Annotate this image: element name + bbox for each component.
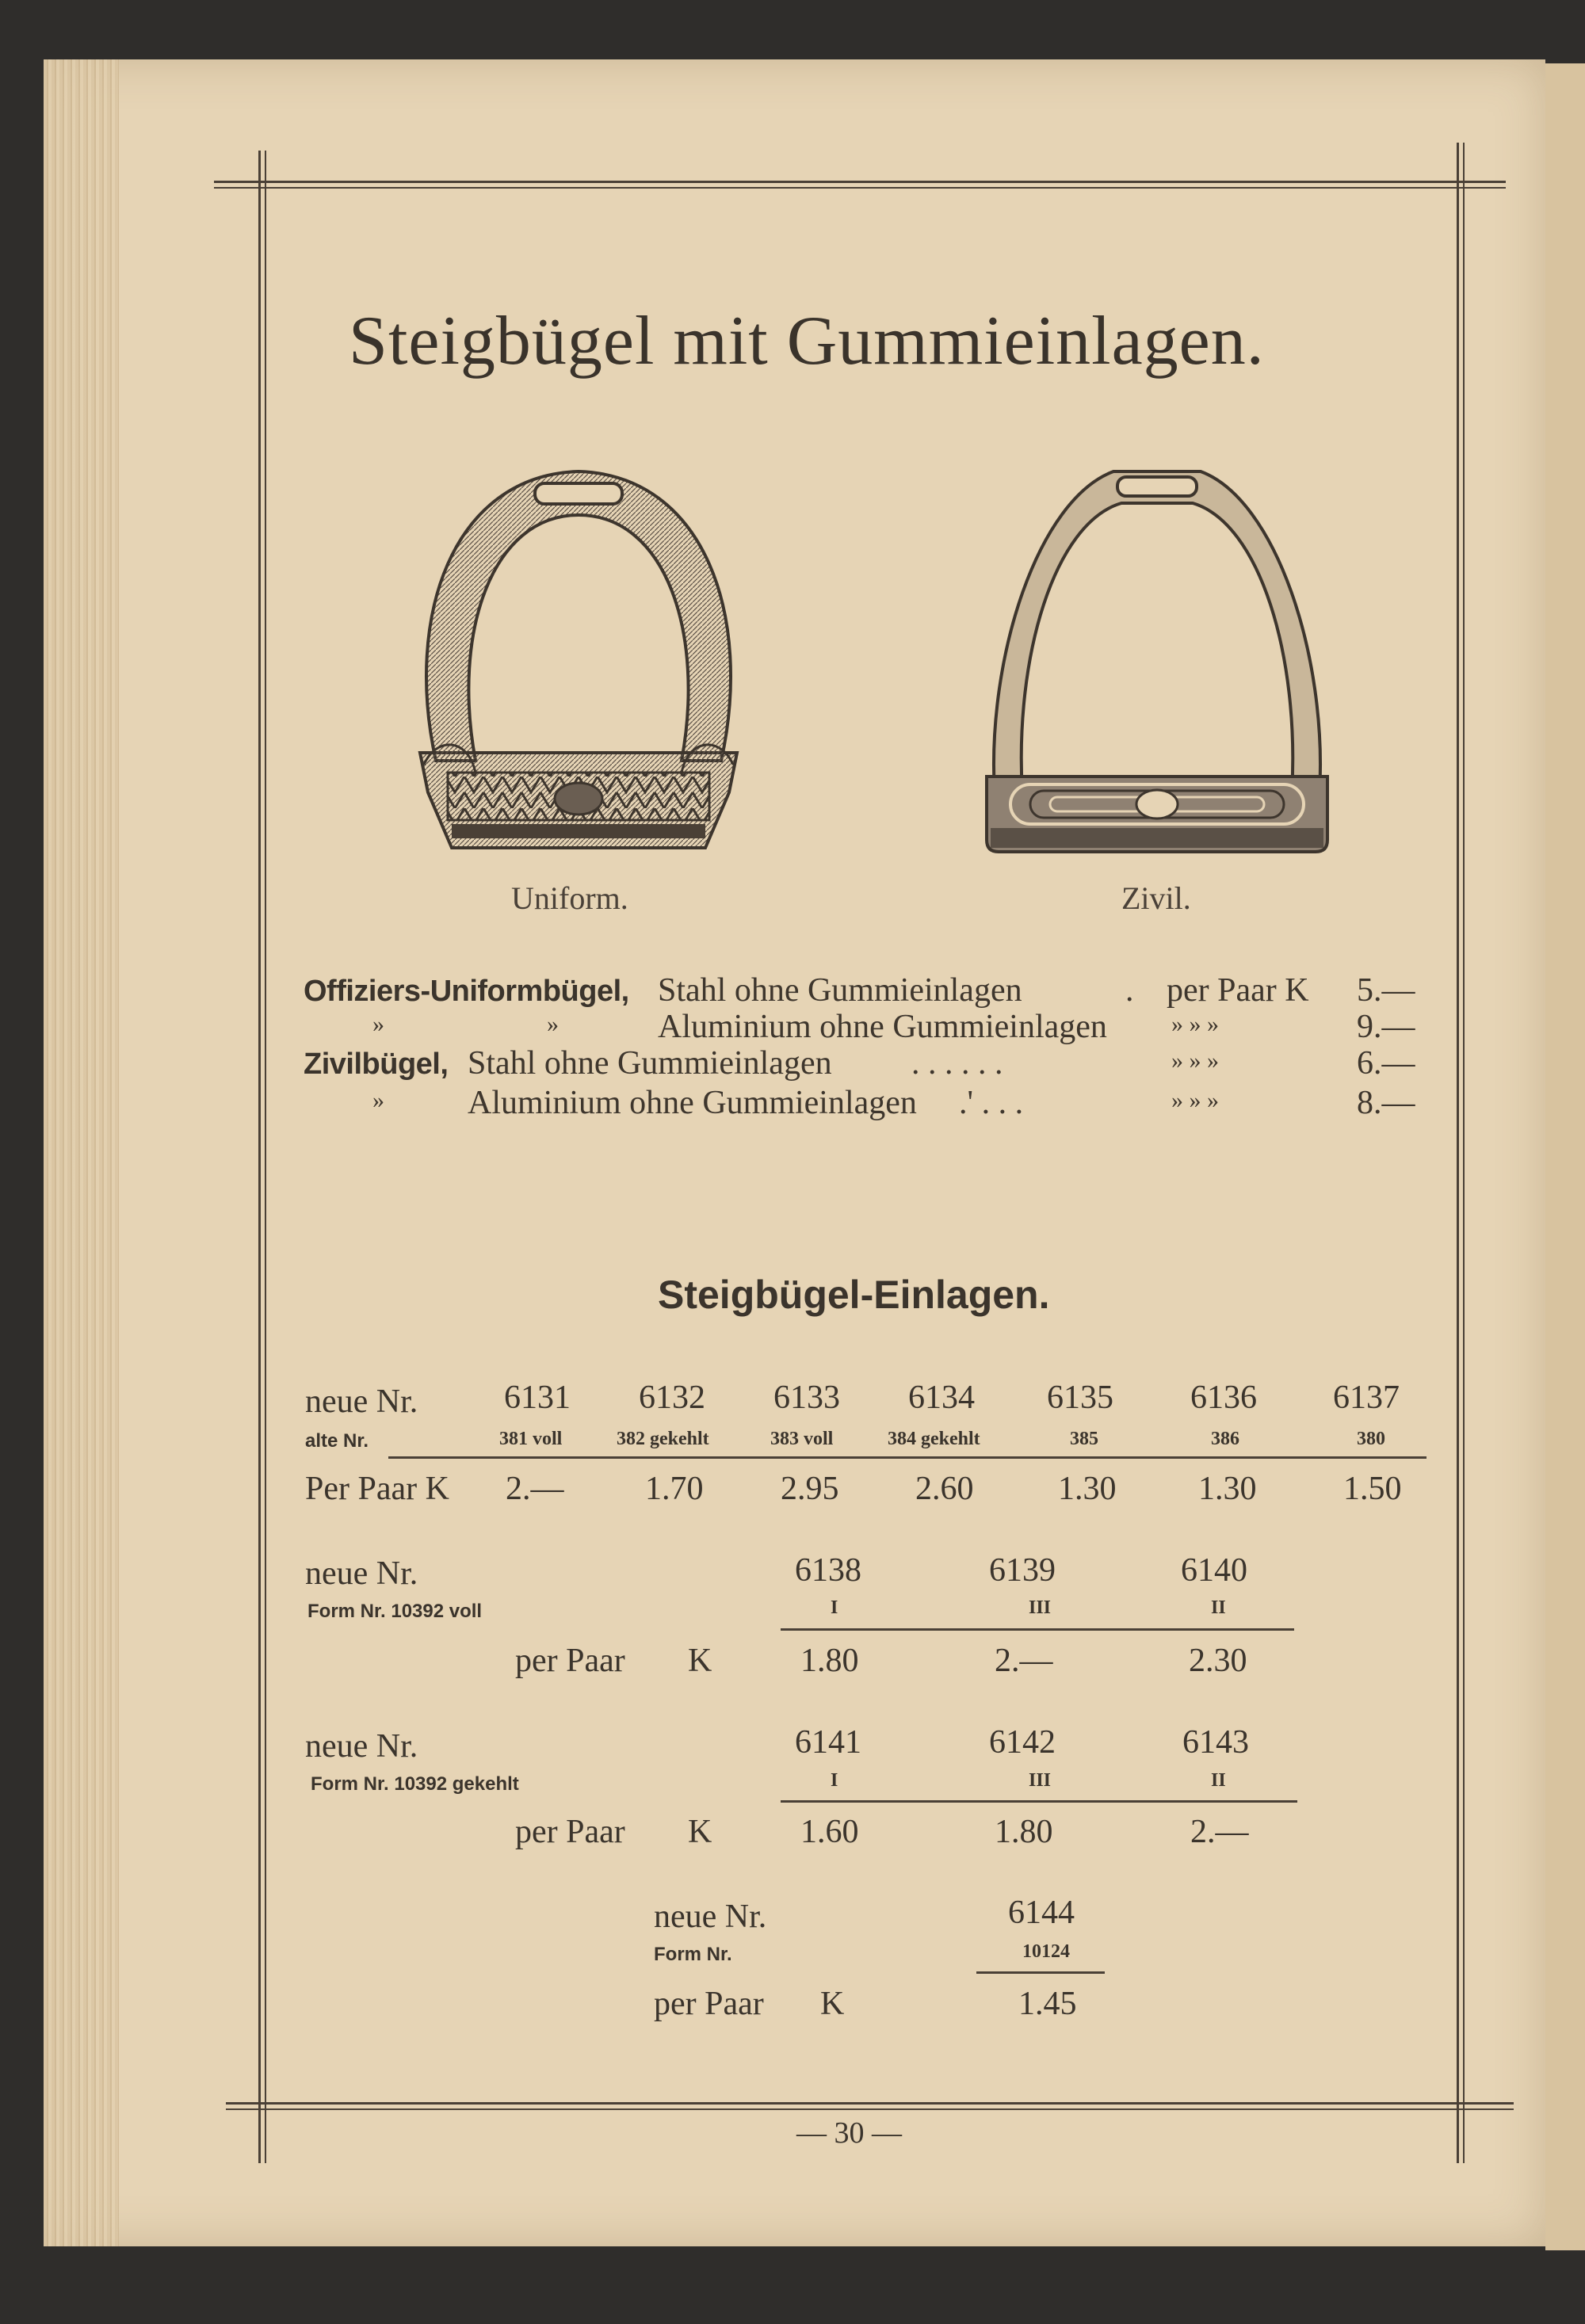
- new-nr-cell: 6139: [989, 1552, 1056, 1589]
- price-row-unit: » » »: [1171, 1087, 1219, 1113]
- old-nr-cell: 384 gekehlt: [888, 1429, 980, 1449]
- uniform-caption: Uniform.: [511, 880, 628, 916]
- price-row-ditto: »: [547, 1011, 559, 1037]
- price-row-ditto: »: [372, 1087, 384, 1113]
- currency-label: K: [688, 1814, 712, 1850]
- price-cell: 2.60: [915, 1471, 974, 1507]
- old-nr-cell: 382 gekehlt: [617, 1429, 709, 1449]
- section-subtitle: Steigbügel-Einlagen.: [658, 1273, 1050, 1317]
- new-nr-cell: 6136: [1190, 1380, 1257, 1416]
- price-cell: 1.80: [800, 1643, 859, 1679]
- form-cell: III: [1029, 1597, 1052, 1618]
- price-cell: 2.—: [1190, 1814, 1249, 1850]
- price-cell: 1.50: [1343, 1471, 1402, 1507]
- new-nr-cell: 6138: [795, 1552, 861, 1589]
- form-cell: I: [831, 1770, 838, 1791]
- new-nr-cell: 6135: [1047, 1380, 1113, 1416]
- price-row-name: Offiziers-Uniformbügel,: [304, 975, 629, 1008]
- price-row-unit: » » »: [1171, 1011, 1219, 1037]
- table-rule: [388, 1456, 1426, 1459]
- price-cell: 2.—: [506, 1471, 564, 1507]
- label-new-nr: neue Nr.: [305, 1555, 418, 1592]
- price-row-leader: .: [1125, 972, 1134, 1009]
- table-rule: [976, 1971, 1105, 1974]
- old-nr-cell: 386: [1211, 1429, 1239, 1449]
- table-rule: [781, 1628, 1294, 1631]
- old-nr-cell: 383 voll: [770, 1429, 834, 1449]
- label-old-nr: alte Nr.: [305, 1430, 369, 1452]
- uniform-stirrup-illustration: [388, 460, 769, 872]
- form-cell: 10124: [1022, 1941, 1070, 1962]
- table-rule: [781, 1800, 1297, 1803]
- page-title: Steigbügel mit Gummieinlagen.: [349, 303, 1265, 380]
- price-row-desc: Aluminium ohne Gummieinlagen: [658, 1009, 1107, 1045]
- new-nr-cell: 6132: [639, 1380, 705, 1416]
- currency-label: K: [688, 1643, 712, 1679]
- price-row-price: 9.—: [1357, 1009, 1415, 1045]
- price-row-unit: » » »: [1171, 1048, 1219, 1074]
- old-nr-cell: 381 voll: [499, 1429, 563, 1449]
- price-cell: 1.30: [1198, 1471, 1257, 1507]
- form-cell: I: [831, 1597, 838, 1618]
- zivil-stirrup-illustration: [975, 452, 1347, 864]
- price-cell: 2.—: [995, 1643, 1053, 1679]
- price-row-price: 5.—: [1357, 972, 1415, 1009]
- price-row-desc: Aluminium ohne Gummieinlagen: [468, 1085, 917, 1121]
- price-row-price: 6.—: [1357, 1045, 1415, 1082]
- price-cell: 1.80: [995, 1814, 1053, 1850]
- old-nr-cell: 380: [1357, 1429, 1385, 1449]
- price-cell: 1.60: [800, 1814, 859, 1850]
- page-edges: [44, 59, 119, 2246]
- price-row-desc: Stahl ohne Gummieinlagen: [658, 972, 1022, 1009]
- price-row-leader: . . . . . .: [911, 1045, 1003, 1082]
- book-page: [44, 59, 1545, 2246]
- new-nr-cell: 6141: [795, 1724, 861, 1761]
- new-nr-cell: 6140: [1181, 1552, 1247, 1589]
- label-per-paar: per Paar: [654, 1986, 764, 2022]
- zivil-caption: Zivil.: [1121, 880, 1191, 916]
- price-cell: 1.70: [645, 1471, 704, 1507]
- new-nr-cell: 6131: [504, 1380, 571, 1416]
- form-cell: II: [1211, 1597, 1226, 1618]
- price-row-leader: .' . . .: [959, 1085, 1024, 1121]
- label-new-nr: neue Nr.: [305, 1728, 418, 1765]
- price-cell: 2.30: [1189, 1643, 1247, 1679]
- price-row-unit: per Paar K: [1167, 972, 1309, 1009]
- new-nr-cell: 6144: [1008, 1895, 1075, 1931]
- currency-label: K: [820, 1986, 845, 2022]
- label-per-paar: per Paar: [515, 1814, 625, 1850]
- label-new-nr: neue Nr.: [305, 1383, 418, 1420]
- price-row-name: Zivilbügel,: [304, 1048, 449, 1081]
- price-cell: 2.95: [781, 1471, 839, 1507]
- new-nr-cell: 6134: [908, 1380, 975, 1416]
- price-row-ditto: »: [372, 1011, 384, 1037]
- label-per-paar: Per Paar K: [305, 1471, 449, 1507]
- label-form-nr: Form Nr. 10392 gekehlt: [311, 1773, 519, 1795]
- next-page-edge: [1545, 63, 1585, 2250]
- label-new-nr: neue Nr.: [654, 1899, 767, 1935]
- form-cell: II: [1211, 1770, 1226, 1791]
- price-cell: 1.30: [1058, 1471, 1117, 1507]
- label-per-paar: per Paar: [515, 1643, 625, 1679]
- label-form-nr: Form Nr. 10392 voll: [307, 1601, 483, 1622]
- new-nr-cell: 6143: [1182, 1724, 1249, 1761]
- old-nr-cell: 385: [1070, 1429, 1098, 1449]
- price-row-price: 8.—: [1357, 1085, 1415, 1121]
- new-nr-cell: 6137: [1333, 1380, 1400, 1416]
- new-nr-cell: 6133: [773, 1380, 840, 1416]
- price-cell: 1.45: [1018, 1986, 1077, 2022]
- label-form-nr: Form Nr.: [654, 1944, 732, 1965]
- page-number: — 30 —: [796, 2116, 902, 2150]
- new-nr-cell: 6142: [989, 1724, 1056, 1761]
- form-cell: III: [1029, 1770, 1052, 1791]
- price-row-desc: Stahl ohne Gummieinlagen: [468, 1045, 832, 1082]
